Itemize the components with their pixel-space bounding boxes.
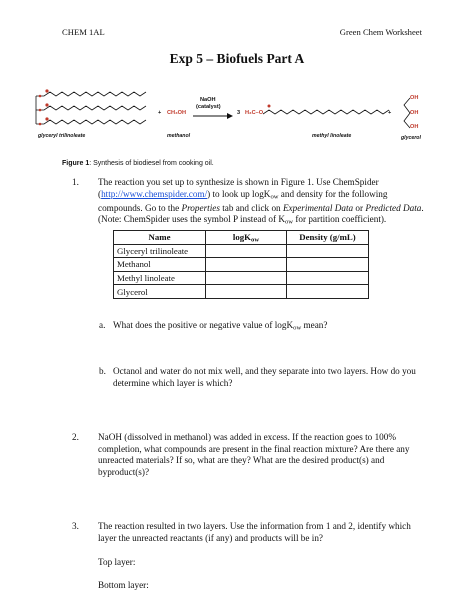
logkow-input-cell[interactable] [206, 285, 287, 299]
qb-text [113, 366, 453, 389]
logkow-input-cell[interactable] [206, 244, 287, 258]
table-row [114, 271, 369, 285]
q1-line1: The reaction you set up to synthesize is shown in Figure 1. Use ChemSpider [98, 177, 379, 187]
header-worksheet: Green Chem Worksheet [339, 27, 422, 37]
q2-line1: NaOH (dissolved in methanol) was added in excess. If the reaction goes to 100% [98, 432, 397, 442]
reagent-naoh: NaOH [200, 97, 216, 103]
glyceryl-trilinoleate-label: glyceryl trilinoleate [38, 133, 86, 139]
qa-text: What does the positive or negative value of logK$_{ow}$ mean? [113, 320, 328, 332]
bottom-layer-label: Bottom layer: [98, 580, 149, 590]
table-row [114, 244, 369, 258]
catalyst-label: (catalyst) [196, 104, 221, 110]
row-name: Methyl linoleate [114, 271, 206, 285]
row-name: Glyceryl trilinoleate [114, 244, 206, 258]
q1-line3: compounds. Go to the Properties tab and click on Experimental Data or Predicted Data. [98, 202, 424, 213]
methanol-label: methanol [167, 133, 191, 139]
q3-line2: layer the unreacted reactants (if any) and products will be in? [98, 532, 323, 543]
experimental-data-ref: Experimental Data [282, 202, 354, 213]
table-header-row [114, 231, 369, 245]
q1-number: 1. [72, 177, 79, 187]
methyl-linoleate-chain [263, 104, 393, 124]
q2-line2: completion, what compounds are present in the final reaction mixture? Are there any [98, 443, 410, 454]
density-input-cell[interactable] [287, 271, 369, 285]
methyl-linoleate-label: methyl linoleate [312, 133, 352, 139]
table-row [114, 285, 369, 299]
q1-text [98, 177, 438, 228]
oh-bottom: OH [410, 124, 419, 130]
q3-text [98, 521, 443, 544]
figure-caption-label: Figure 1 [62, 160, 90, 167]
top-layer-label: Top layer: [98, 557, 136, 567]
q2-number: 2. [72, 432, 79, 442]
chemspider-link[interactable]: http://www.chemspider.com/ [101, 188, 208, 199]
ester-formula: H₃C–O [245, 110, 264, 116]
figure-caption [62, 160, 214, 167]
plus-sign: + [158, 110, 162, 116]
properties-tab-ref: Properties [181, 202, 220, 213]
qa-label: a. [99, 320, 106, 330]
q2-text [98, 432, 443, 478]
plus-sign-2: + [388, 110, 392, 116]
table-row [114, 258, 369, 272]
q2-line3: unreacted materials? If so, what are they? What are the desired product(s) and [98, 455, 385, 466]
header-name: Name [114, 231, 206, 245]
q1-line4: (Note: ChemSpider uses the symbol P instead of $K_{ow}$ for partition coefficient). [98, 214, 387, 226]
glycerol-label: glycerol [401, 135, 421, 141]
row-name: Glycerol [114, 285, 206, 299]
reaction-scheme [30, 88, 450, 148]
oh-middle: OH [410, 110, 419, 116]
q1-line2: (http://www.chemspider.com/) to look up logK$_{ow}$ and density for the following [98, 188, 388, 201]
header-logkow: logK$_{ow}$ [206, 231, 287, 245]
methanol-formula: CH₃OH [167, 110, 187, 116]
qb-label: b. [99, 366, 106, 376]
qb-line2: determine which layer is which? [113, 377, 233, 388]
oh-top: OH [410, 95, 419, 101]
row-name: Methanol [114, 258, 206, 272]
density-input-cell[interactable] [287, 258, 369, 272]
qb-line1: Octanol and water do not mix well, and they separate into two layers. How do you [113, 366, 416, 376]
header-course: CHEM 1AL [62, 27, 105, 37]
reaction-arrow [193, 112, 233, 120]
logkow-input-cell[interactable] [206, 258, 287, 272]
predicted-data-ref: Predicted Data [365, 202, 422, 213]
q3-line1: The reaction resulted in two layers. Use the information from 1 and 2, identify which [98, 521, 411, 531]
properties-table [113, 230, 369, 299]
density-input-cell[interactable] [287, 244, 369, 258]
triglyceride-structure [30, 88, 150, 138]
q2-line4: byproduct(s)? [98, 466, 150, 477]
density-input-cell[interactable] [287, 285, 369, 299]
header-density: Density (g/mL) [287, 231, 369, 245]
coefficient: 3 [237, 110, 241, 116]
page-title: Exp 5 – Biofuels Part A [169, 51, 305, 66]
figure-caption-text: : Synthesis of biodiesel from cooking oil. [89, 160, 214, 167]
logkow-input-cell[interactable] [206, 271, 287, 285]
q3-number: 3. [72, 521, 79, 531]
